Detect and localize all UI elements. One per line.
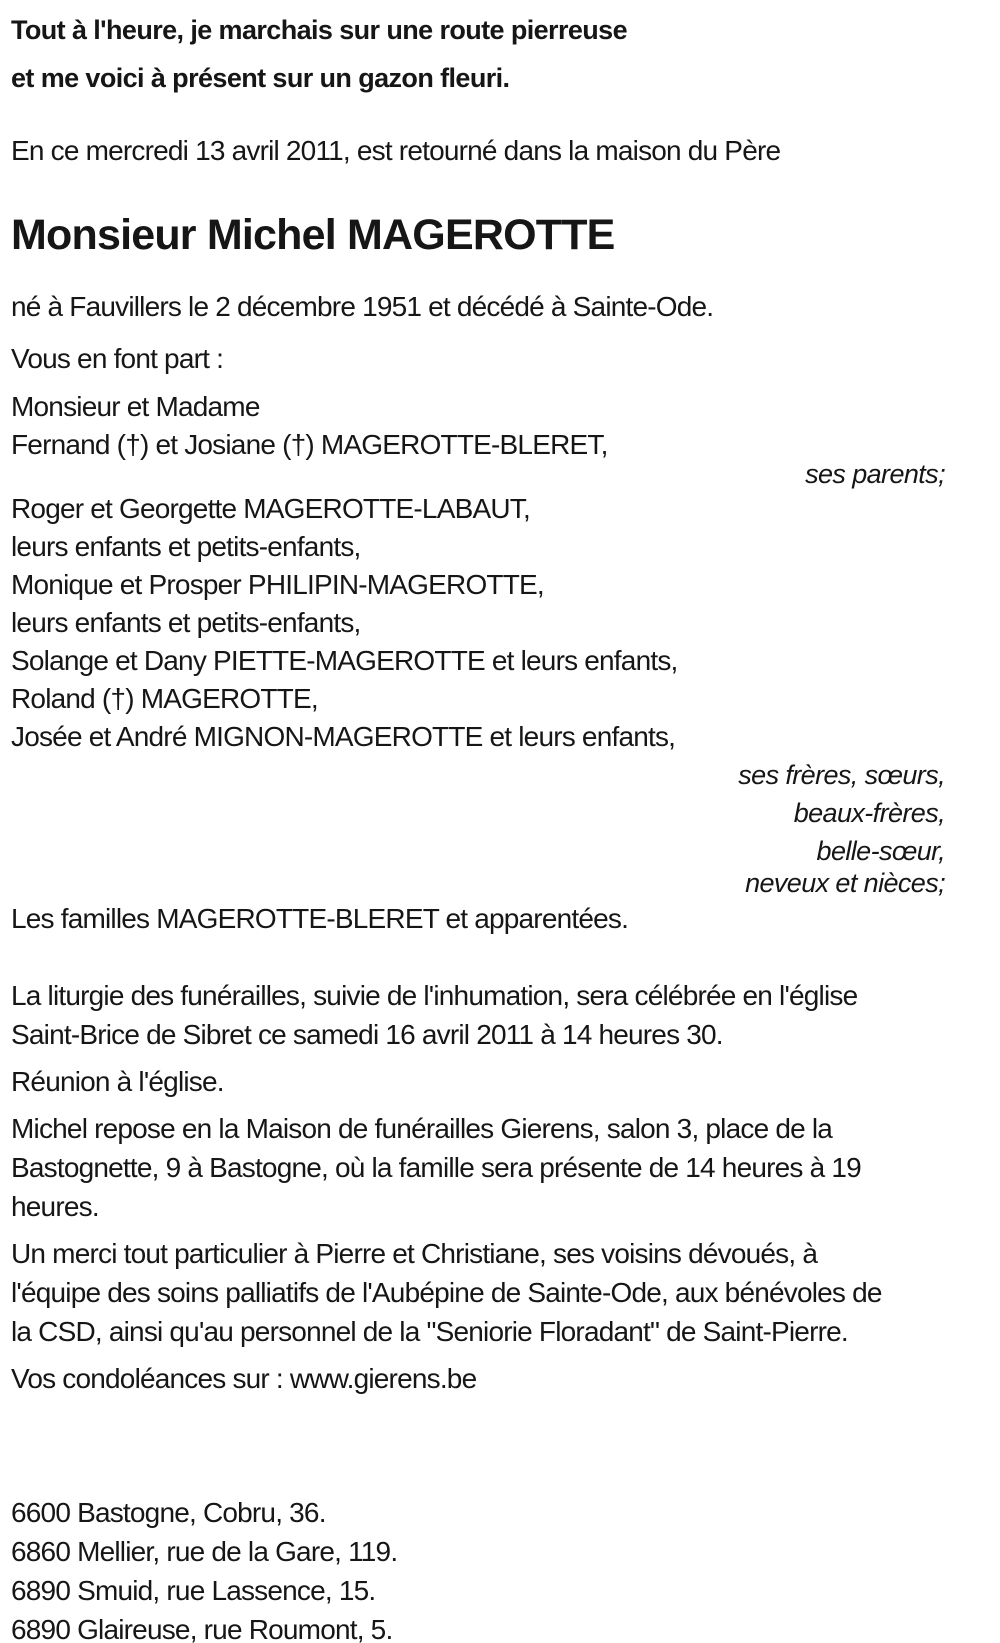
- repose-line: heures.: [11, 1191, 99, 1222]
- thanks-line: la CSD, ainsi qu'au personnel de la "Seniorie Floradant" de Saint-Pierre.: [11, 1316, 848, 1347]
- sibling-line: Josée et André MIGNON-MAGEROTTE et leurs enfants,: [11, 721, 676, 752]
- deceased-name: Monsieur Michel MAGEROTTE: [11, 211, 615, 259]
- sibling-line: Monique et Prosper PHILIPIN-MAGEROTTE,: [11, 569, 544, 600]
- address-line: 6860 Mellier, rue de la Gare, 119.: [11, 1536, 398, 1567]
- siblings-role-labels: [11, 756, 945, 896]
- intro-line: En ce mercredi 13 avril 2011, est retourné dans la maison du Père: [11, 135, 781, 166]
- siblings-role-label: beaux-frères,: [793, 798, 945, 828]
- liturgy-line: La liturgie des funérailles, suivie de l'inhumation, sera célébrée en l'église: [11, 980, 858, 1011]
- sibling-line: Solange et Dany PIETTE-MAGEROTTE et leurs enfants,: [11, 645, 678, 676]
- siblings-block: [11, 490, 945, 756]
- repose-paragraph: [11, 1109, 945, 1226]
- repose-line: Michel repose en la Maison de funérailles Gierens, salon 3, place de la: [11, 1113, 833, 1144]
- quote-line-2: et me voici à présent sur un gazon fleuri.: [11, 63, 510, 93]
- reunion-line: Réunion à l'église.: [11, 1066, 224, 1097]
- parents-role-label: ses parents;: [805, 459, 945, 489]
- addresses-block: [11, 1493, 945, 1643]
- repose-line: Bastognette, 9 à Bastogne, où la famille sera présente de 14 heures à 19: [11, 1152, 861, 1183]
- sibling-line: leurs enfants et petits-enfants,: [11, 607, 361, 638]
- thanks-line: l'équipe des soins palliatifs de l'Aubépine de Sainte-Ode, aux bénévoles de: [11, 1277, 882, 1308]
- families-line: Les familles MAGEROTTE-BLERET et apparentées.: [11, 903, 629, 934]
- condolences-line: Vos condoléances sur : www.gierens.be: [11, 1363, 477, 1394]
- sibling-line: Roger et Georgette MAGEROTTE-LABAUT,: [11, 493, 530, 524]
- thanks-paragraph: [11, 1234, 945, 1351]
- liturgy-paragraph: [11, 976, 945, 1054]
- thanks-line: Un merci tout particulier à Pierre et Christiane, ses voisins dévoués, à: [11, 1238, 818, 1269]
- address-line: 6600 Bastogne, Cobru, 36.: [11, 1497, 326, 1528]
- siblings-role-label: belle-sœur,: [816, 836, 945, 866]
- address-line: 6890 Glaireuse, rue Roumont, 5.: [11, 1614, 393, 1643]
- parents-block: [11, 388, 945, 464]
- sibling-line: Roland (†) MAGEROTTE,: [11, 683, 318, 714]
- condolences-paragraph: [11, 1359, 945, 1398]
- announcement-lead: Vous en font part :: [11, 343, 224, 374]
- quote-line-1: Tout à l'heure, je marchais sur une route pierreuse: [11, 15, 628, 45]
- siblings-role-label: ses frères, sœurs,: [738, 760, 945, 790]
- reunion-paragraph: [11, 1062, 945, 1101]
- siblings-role-label: neveux et nièces;: [745, 868, 945, 898]
- parents-line: Fernand (†) et Josiane (†) MAGEROTTE-BLERET,: [11, 429, 608, 460]
- opening-quote: [11, 6, 945, 102]
- liturgy-line: Saint-Brice de Sibret ce samedi 16 avril 2011 à 14 heures 30.: [11, 1019, 723, 1050]
- parents-line: Monsieur et Madame: [11, 391, 260, 422]
- address-line: 6890 Smuid, rue Lassence, 15.: [11, 1575, 376, 1606]
- sibling-line: leurs enfants et petits-enfants,: [11, 531, 361, 562]
- life-dates-line: né à Fauvillers le 2 décembre 1951 et décédé à Sainte-Ode.: [11, 291, 714, 322]
